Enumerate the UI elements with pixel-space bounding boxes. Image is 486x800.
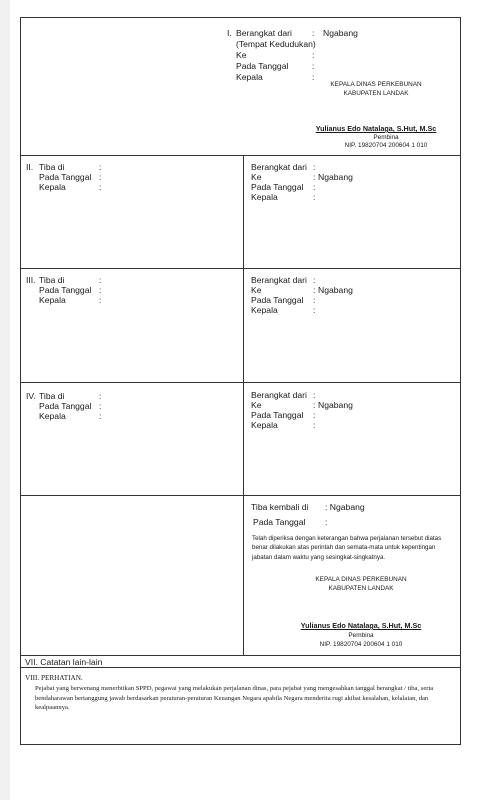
colon: : xyxy=(99,285,102,295)
official-name: Yulianus Edo Natalaga, S.Hut, M.Sc xyxy=(300,621,422,630)
colon: : xyxy=(313,420,316,430)
arrive-label: Tiba di xyxy=(39,391,65,401)
colon: : xyxy=(313,162,316,172)
office-line-2: KABUPATEN LANDAK xyxy=(343,90,409,97)
colon: : xyxy=(99,172,102,182)
divider-2 xyxy=(21,268,460,269)
colon: : xyxy=(99,182,102,192)
return-label: Tiba kembali di xyxy=(251,502,309,512)
roman-2: II. xyxy=(26,162,34,172)
nip: NIP. 19820704 200604 1 010 xyxy=(319,641,403,648)
colon: : xyxy=(312,72,315,82)
to-value: Ngabang xyxy=(318,400,353,410)
head-label: Kepala xyxy=(39,295,66,305)
colon: : xyxy=(313,192,316,202)
notes-label: VII. Catatan lain-lain xyxy=(25,657,103,667)
head-label: Kepala xyxy=(251,420,278,430)
colon: : xyxy=(313,410,316,420)
page-edge xyxy=(0,0,10,800)
head-label: Kepala xyxy=(251,192,278,202)
depart-label: Berangkat dari xyxy=(236,28,292,38)
office-line-1: KEPALA DINAS PERKEBUNAN xyxy=(315,576,407,583)
divider-4 xyxy=(21,495,460,496)
roman-4: IV. xyxy=(26,391,36,401)
date-label: Pada Tanggal xyxy=(251,182,304,192)
colon: : xyxy=(313,275,316,285)
colon: : xyxy=(313,285,316,295)
colon: : xyxy=(312,61,315,71)
head-label: Kepala xyxy=(39,182,66,192)
to-value: Ngabang xyxy=(318,285,353,295)
seat-label: (Tempat Kedudukan) xyxy=(236,39,316,49)
to-label: Ke xyxy=(236,50,247,60)
date-label: Pada Tanggal xyxy=(236,61,289,71)
col-divider-4 xyxy=(243,382,244,495)
rank: Pembina xyxy=(373,134,399,141)
colon: : xyxy=(325,517,328,527)
arrive-label: Tiba di xyxy=(39,162,65,172)
divider-6 xyxy=(21,667,460,668)
colon: : xyxy=(313,172,316,182)
colon: : xyxy=(99,275,102,285)
head-label: Kepala xyxy=(251,305,278,315)
roman-3: III. xyxy=(26,275,36,285)
col-divider-2 xyxy=(243,155,244,268)
to-label: Ke xyxy=(251,285,262,295)
office-line-2: KABUPATEN LANDAK xyxy=(328,585,394,592)
colon: : xyxy=(99,411,102,421)
colon: : xyxy=(313,295,316,305)
colon: : xyxy=(312,28,315,38)
date-label: Pada Tanggal xyxy=(251,410,304,420)
colon: : xyxy=(313,400,316,410)
divider-3 xyxy=(21,382,460,383)
depart-value: Ngabang xyxy=(323,28,358,38)
rank: Pembina xyxy=(348,632,374,639)
to-label: Ke xyxy=(251,172,262,182)
colon: : xyxy=(312,50,315,60)
to-value: Ngabang xyxy=(318,172,353,182)
to-label: Ke xyxy=(251,400,262,410)
colon: : xyxy=(99,401,102,411)
divider-1 xyxy=(21,155,460,156)
date-label: Pada Tanggal xyxy=(39,172,92,182)
head-label: Kepala xyxy=(39,411,66,421)
roman-1: I. xyxy=(227,28,232,38)
attention-body: Pejabat yang berwenang menerbitkan SPPD, pegawai yang melakukan perjalanan dinas, para pejabat yang mengesahkan tanggal berangkat / tiba, serta bendaharawan bertanggung jawab berdasarkan peraturan-peraturan Keuangan Negara apabila Negara menderita rugi akibat kesalahan, kelalaian, dan kealpaannya. xyxy=(35,685,434,712)
depart-label: Berangkat dari xyxy=(251,162,307,172)
col-divider-5 xyxy=(243,495,244,655)
attention-title: VIII. PERHATIAN. xyxy=(25,674,83,682)
depart-label: Berangkat dari xyxy=(251,390,307,400)
arrive-label: Tiba di xyxy=(39,275,65,285)
date-label: Pada Tanggal xyxy=(39,401,92,411)
verification-statement: Telah diperiksa dengan keterangan bahwa perjalanan tersebut diatas benar dilakukan atas perintah dan semata-mata untuk kepentingan jabatan dalam waktu yang sesingkat-singkatnya. xyxy=(252,535,442,561)
nip: NIP. 19820704 200604 1 010 xyxy=(344,142,428,149)
colon: : xyxy=(313,305,316,315)
office-line-1: KEPALA DINAS PERKEBUNAN xyxy=(330,81,422,88)
colon: : xyxy=(313,390,316,400)
date-label: Pada Tanggal xyxy=(253,517,306,527)
sppd-back-form xyxy=(20,17,461,745)
official-name: Yulianus Edo Natalaga, S.Hut, M.Sc xyxy=(315,124,437,133)
colon: : xyxy=(99,295,102,305)
divider-5 xyxy=(21,655,460,656)
head-label: Kepala xyxy=(236,72,263,82)
date-label: Pada Tanggal xyxy=(251,295,304,305)
depart-label: Berangkat dari xyxy=(251,275,307,285)
colon: : xyxy=(99,162,102,172)
colon: : xyxy=(99,391,102,401)
col-divider-3 xyxy=(243,268,244,382)
colon: : xyxy=(313,182,316,192)
date-label: Pada Tanggal xyxy=(39,285,92,295)
return-value: : Ngabang xyxy=(325,502,365,512)
